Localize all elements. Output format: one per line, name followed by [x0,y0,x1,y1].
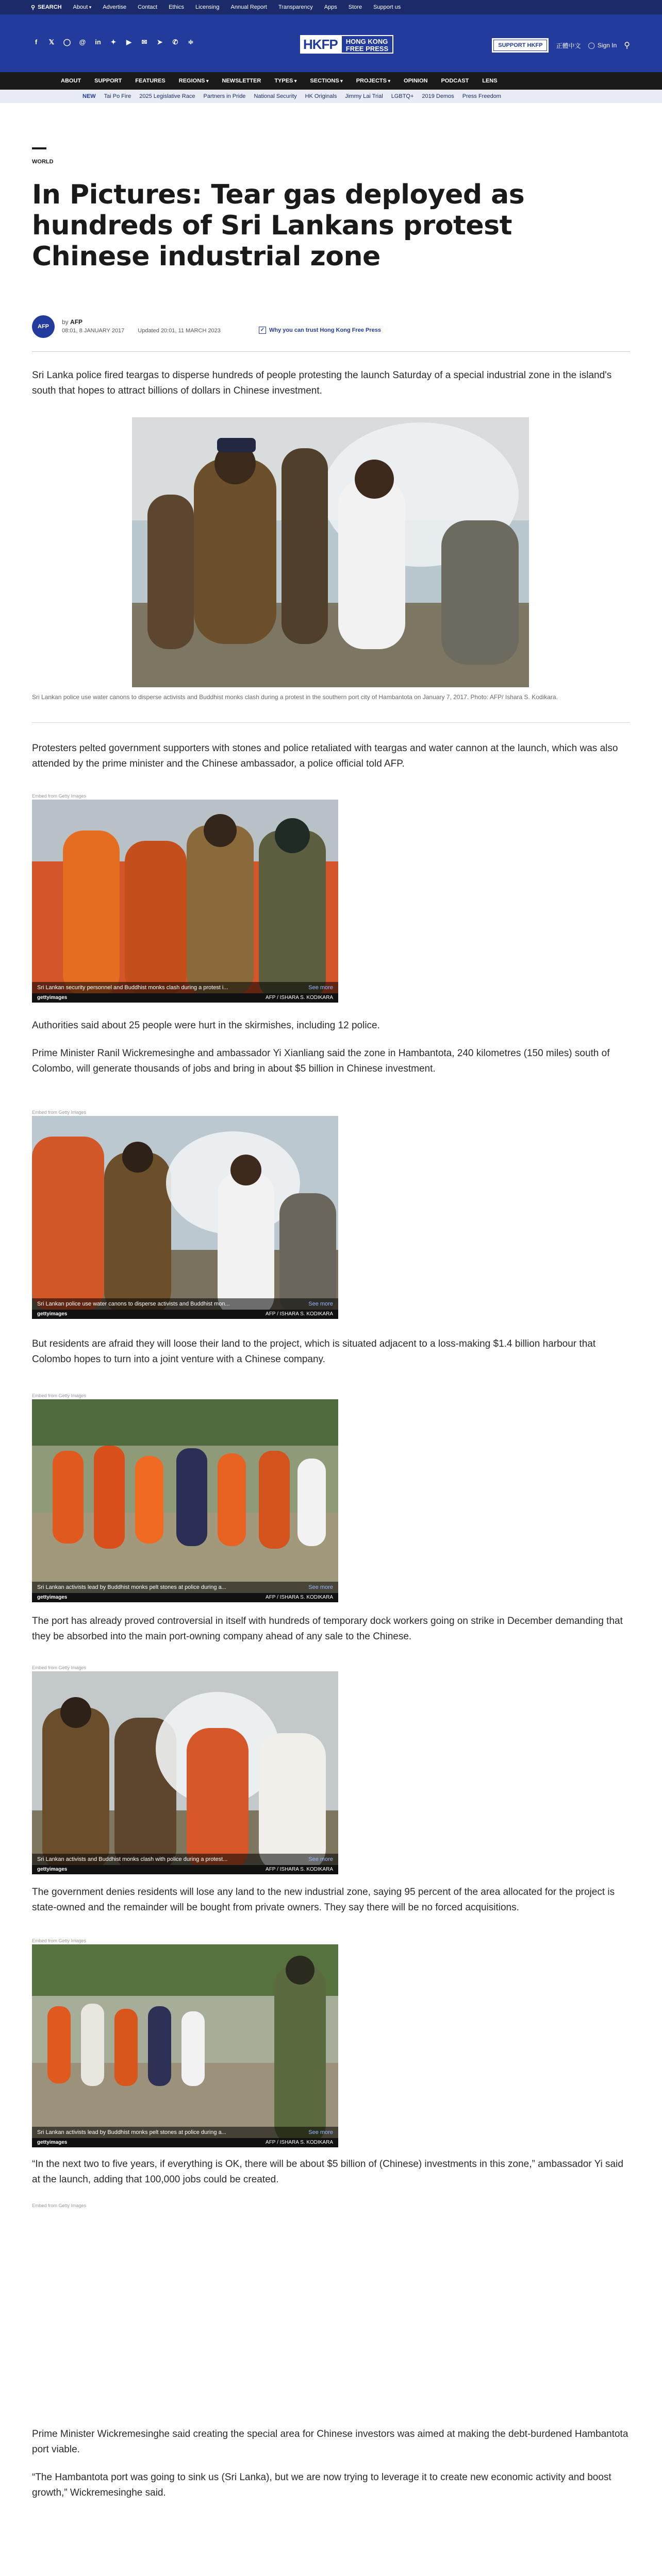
support-hkfp-button[interactable]: SUPPORT HKFP [492,38,549,53]
article-paragraph: Authorities said about 25 people were hurt in the skirmishes, including 12 police. [32,1020,380,1031]
search-icon[interactable]: ⚲ [624,41,630,50]
see-more-link[interactable]: See more [308,1856,333,1862]
article-paragraph: “The Hambantota port was going to sink us (Sri Lanka), but we are now trying to leverage it to create new economic activity and boost growth,” Wickremesinghe said. [32,2472,611,2498]
photo-credit: AFP / ISHARA S. KODIKARA [266,2140,333,2145]
social-links [32,38,195,46]
kicker-line [32,147,46,149]
sign-in-button[interactable]: ◯ Sign In [588,42,617,49]
utility-link-transparency[interactable]: Transparency [278,4,313,10]
getty-logo[interactable]: gettyimages [37,1595,68,1600]
utility-link-store[interactable]: Store [348,4,362,10]
bluesky-icon[interactable]: ✦ [110,38,117,46]
getty-embed-photo[interactable] [32,1671,338,1874]
photo-credit: AFP / ISHARA S. KODIKARA [266,1867,333,1872]
see-more-link[interactable]: See more [308,1301,333,1307]
nav-types[interactable]: TYPES ▾ [274,78,296,84]
nav-podcast[interactable]: PODCAST [441,78,469,84]
trending-link[interactable]: Tai Po Fire [104,93,131,99]
instagram-icon[interactable]: ◯ [63,38,71,46]
getty-embed-label: Embed from Getty Images [32,1665,87,1670]
article-dates [62,328,221,334]
threads-icon[interactable]: @ [79,38,86,46]
user-icon: ◯ [588,42,595,49]
photo-credit: AFP / ISHARA S. KODIKARA [266,995,333,1001]
new-label: NEW [82,93,96,99]
hero-photo [132,417,529,687]
article-paragraph: The port has already proved controversial in itself with hundreds of temporary dock workers going on strike in December demanding that they be absorbed into the main port-owning company ahead of any sale to the Chinese. [32,1616,623,1642]
facebook-icon[interactable]: f [35,38,38,46]
x-icon[interactable]: 𝕏 [48,38,55,46]
utility-link-apps[interactable]: Apps [324,4,337,10]
hero-caption: Sri Lankan police use water canons to disperse activists and Buddhist monks clash during a protest in the southern port city of Hambantota on January 7, 2017. Photo: AFP/ Ishara S. Kodikara. [32,693,558,701]
getty-logo[interactable]: gettyimages [37,1867,68,1872]
getty-embed-photo[interactable] [32,1399,338,1602]
logo-name: HONG KONG FREE PRESS [341,35,393,54]
see-more-link[interactable]: See more [308,2129,333,2136]
youtube-icon[interactable]: ▶ [126,38,131,46]
utility-link-annual-report[interactable]: Annual Report [230,4,267,10]
rss-icon[interactable]: ≑ [188,38,194,46]
search-button[interactable]: ⚲ SEARCH [31,4,62,11]
getty-embed-photo[interactable] [32,1116,338,1319]
author-avatar[interactable]: AFP [32,315,55,338]
utility-link-contact[interactable]: Contact [138,4,158,10]
trending-link[interactable]: LGBTQ+ [391,93,414,99]
nav-regions[interactable]: REGIONS ▾ [179,78,209,84]
trending-link[interactable]: 2019 Demos [422,93,454,99]
nav-lens[interactable]: LENS [482,78,498,84]
nav-features[interactable]: FEATURES [135,78,166,84]
see-more-link[interactable]: See more [308,1584,333,1590]
utility-link-about[interactable]: About ▾ [73,4,92,10]
mail-icon[interactable]: ✉ [141,38,147,46]
telegram-icon[interactable]: ➤ [157,38,163,46]
article-paragraph: The government denies residents will lose any land to the new industrial zone, saying 95 percent of the area allocated for the project is state-owned and the remainder will be bought from private owners. They say there will be no forced acquisitions. [32,1887,615,1913]
article-paragraph: Prime Minister Ranil Wickremesinghe and ambassador Yi Xianliang said the zone in Hambantota, 240 kilometres (150 miles) south of Colombo, will generate thousands of jobs and bring in about $5 billion in Chinese investment. [32,1048,610,1074]
nav-about[interactable]: ABOUT [61,78,81,84]
getty-embed-photo[interactable] [32,800,338,1003]
article-headline: In Pictures: Tear gas deployed as hundreds of Sri Lankans protest Chinese industrial zone [32,179,525,272]
nav-opinion[interactable]: OPINION [404,78,428,84]
trending-link[interactable]: Press Freedom [462,93,501,99]
published-date: 08:01, 8 JANUARY 2017 [62,328,125,334]
trending-link[interactable]: Partners in Pride [203,93,246,99]
utility-link-ethics[interactable]: Ethics [169,4,185,10]
nav-sections[interactable]: SECTIONS ▾ [310,78,342,84]
trending-nav [0,90,662,103]
updated-date: Updated 20:01, 11 MARCH 2023 [138,328,221,334]
see-more-link[interactable]: See more [308,985,333,991]
divider [32,722,630,723]
category-label[interactable]: WORLD [32,159,54,165]
author-name[interactable]: AFP [70,318,83,326]
utility-link-licensing[interactable]: Licensing [195,4,220,10]
getty-embed-label: Embed from Getty Images [32,793,87,799]
trending-link[interactable]: Jimmy Lai Trial [345,93,383,99]
site-logo[interactable] [300,35,393,54]
search-icon: ⚲ [31,4,36,11]
photo-caption: Sri Lankan activists lead by Buddhist monks pelt stones at police during a... [37,1584,226,1590]
utility-bar [0,0,662,14]
utility-link-advertise[interactable]: Advertise [103,4,127,10]
trending-link[interactable]: HK Originals [305,93,337,99]
article-paragraph: “In the next two to five years, if everything is OK, there will be about $5 billion of (Chinese) investments in this zone,” ambassador Yi said at the launch, adding that 100,000 jobs could be created. [32,2159,623,2185]
getty-logo[interactable]: gettyimages [37,1311,68,1317]
trending-link[interactable]: National Security [254,93,297,99]
getty-logo[interactable]: gettyimages [37,995,68,1001]
photo-credit: AFP / ISHARA S. KODIKARA [266,1311,333,1317]
nav-projects[interactable]: PROJECTS ▾ [356,78,390,84]
photo-caption: Sri Lankan police use water canons to disperse activists and Buddhist mon... [37,1301,230,1307]
divider [32,351,630,352]
author-line: by AFP [62,318,83,326]
utility-link-support-us[interactable]: Support us [373,4,401,10]
nav-support[interactable]: SUPPORT [94,78,122,84]
whatsapp-icon[interactable]: ✆ [172,38,178,46]
getty-embed-label: Embed from Getty Images [32,1110,87,1115]
photo-credit: AFP / ISHARA S. KODIKARA [266,1595,333,1600]
language-link[interactable]: 正體中文 [556,42,581,49]
nav-newsletter[interactable]: NEWSLETTER [222,78,261,84]
article-paragraph: Sri Lanka police fired teargas to disperse hundreds of people protesting the launch Saturday of a special industrial zone in the island's south that hopes to attract billions of dollars in Chinese investment. [32,370,612,396]
site-header [0,14,662,72]
linkedin-icon[interactable]: in [95,38,101,46]
photo-caption: Sri Lankan activists lead by Buddhist monks pelt stones at police during a... [37,2129,226,2136]
getty-embed-label: Embed from Getty Images [32,1393,87,1398]
getty-embed-label: Embed from Getty Images [32,2203,87,2208]
photo-caption: Sri Lankan activists and Buddhist monks clash with police during a protest... [37,1856,228,1862]
byline [32,312,630,343]
getty-embed-photo[interactable] [32,1944,338,2147]
article-paragraph: Prime Minister Wickremesinghe said creating the special area for Chinese investors was aimed at making the debt-burdened Hambantota port viable. [32,2429,628,2455]
check-icon: ✓ [259,327,266,334]
article-paragraph: Protesters pelted government supporters with stones and police retaliated with teargas and water cannon at the launch, which was also attended by the prime minister and the Chinese ambassador, a police official told AFP. [32,743,618,769]
getty-embed-label: Embed from Getty Images [32,1938,87,1943]
trust-link[interactable]: ✓ Why you can trust Hong Kong Free Press [259,327,381,334]
trending-link[interactable]: 2025 Legislative Race [139,93,195,99]
logo-mark: HKFP [300,37,341,53]
getty-logo[interactable]: gettyimages [37,2140,68,2145]
article-paragraph: But residents are afraid they will loose their land to the project, which is situated adjacent to a loss-making $1.4 billion harbour that Colombo hopes to turn into a joint venture with a Chinese company. [32,1338,596,1365]
photo-caption: Sri Lankan security personnel and Buddhist monks clash during a protest i... [37,985,228,991]
main-nav [0,72,662,90]
